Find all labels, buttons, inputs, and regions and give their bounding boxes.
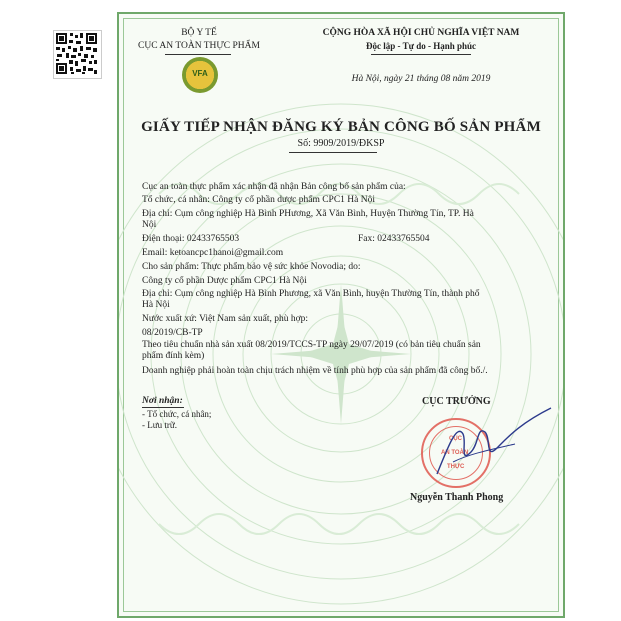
- certificate-document: [117, 12, 565, 618]
- standard-line-1: Theo tiêu chuẩn nhà sản xuất 08/2019/TCCS-TP ngày 29/07/2019 (có bản tiêu chuẩn sản: [142, 340, 481, 350]
- recipients-underline: [142, 407, 184, 408]
- organization-line: Tổ chức, cá nhân: Công ty cổ phần dược phẩm CPC1 Hà Nội: [142, 195, 375, 205]
- issue-date: Hà Nội, ngày 21 tháng 08 năm 2019: [351, 74, 491, 84]
- header-left-underline: [165, 54, 231, 55]
- document-title: GIẤY TIẾP NHẬN ĐĂNG KÝ BẢN CÔNG BỐ SẢN PHẨM: [141, 119, 541, 135]
- number-underline: [289, 152, 377, 153]
- official-red-stamp: CỤC AN TOÀN THỰC: [421, 418, 491, 488]
- recipient-item-2: - Lưu trữ.: [142, 420, 177, 430]
- signer-name: Nguyễn Thanh Phong: [410, 492, 504, 503]
- responsibility-line: Doanh nghiệp phải hoàn toàn chịu trách nhiệm về tính phù hợp của sản phẩm đã công bố./.: [142, 366, 488, 376]
- fax-line: Fax: 02433765504: [358, 234, 430, 244]
- department-name: CỤC AN TOÀN THỰC PHẨM: [138, 41, 260, 51]
- vfa-logo: VFA: [182, 57, 218, 93]
- manufacturer-line: Công ty cổ phần Dược phẩm CPC1 Hà Nội: [142, 276, 307, 286]
- signer-role: CỤC TRƯỞNG: [422, 396, 491, 407]
- handwritten-signature: [419, 404, 559, 484]
- manufacturer-address-2: Hà Nội: [142, 300, 170, 310]
- header-right-underline: [371, 54, 471, 55]
- email-line: Email: ketoancpc1hanoi@gmail.com: [142, 248, 284, 258]
- origin-line: Nước xuất xứ: Việt Nam sản xuất, phù hợp:: [142, 314, 309, 324]
- recipients-title: Nơi nhận:: [142, 396, 183, 406]
- registration-code: 08/2019/CB-TP: [142, 328, 203, 338]
- address-line-1: Địa chỉ: Cụm công nghiệp Hà Bình PHương, Xã Văn Bình, Huyện Thường Tín, TP. Hà: [142, 209, 474, 219]
- document-number: Số: 9909/2019/ĐKSP: [297, 138, 385, 149]
- standard-line-2: phẩm đính kèm): [142, 351, 205, 361]
- qr-code: [53, 30, 102, 79]
- recipient-item-1: - Tổ chức, cá nhân;: [142, 409, 212, 419]
- product-line: Cho sản phẩm: Thực phẩm bảo vệ sức khỏe Novodia; do:: [142, 262, 361, 272]
- intro-line: Cục an toàn thực phẩm xác nhận đã nhận Bản công bố sản phẩm của:: [142, 182, 406, 192]
- motto: Độc lập - Tự do - Hạnh phúc: [365, 41, 476, 51]
- phone-line: Điện thoại: 02433765503: [142, 234, 240, 244]
- address-line-2: Nội: [142, 220, 157, 230]
- manufacturer-address-1: Địa chỉ: Cụm công nghiệp Hà Bình Phương, xã Văn Bình, huyện Thường Tín, thành phố: [142, 289, 480, 299]
- ministry-name: BỘ Y TẾ: [181, 28, 217, 38]
- nation-name: CỘNG HÒA XÃ HỘI CHỦ NGHĨA VIỆT NAM: [322, 28, 520, 38]
